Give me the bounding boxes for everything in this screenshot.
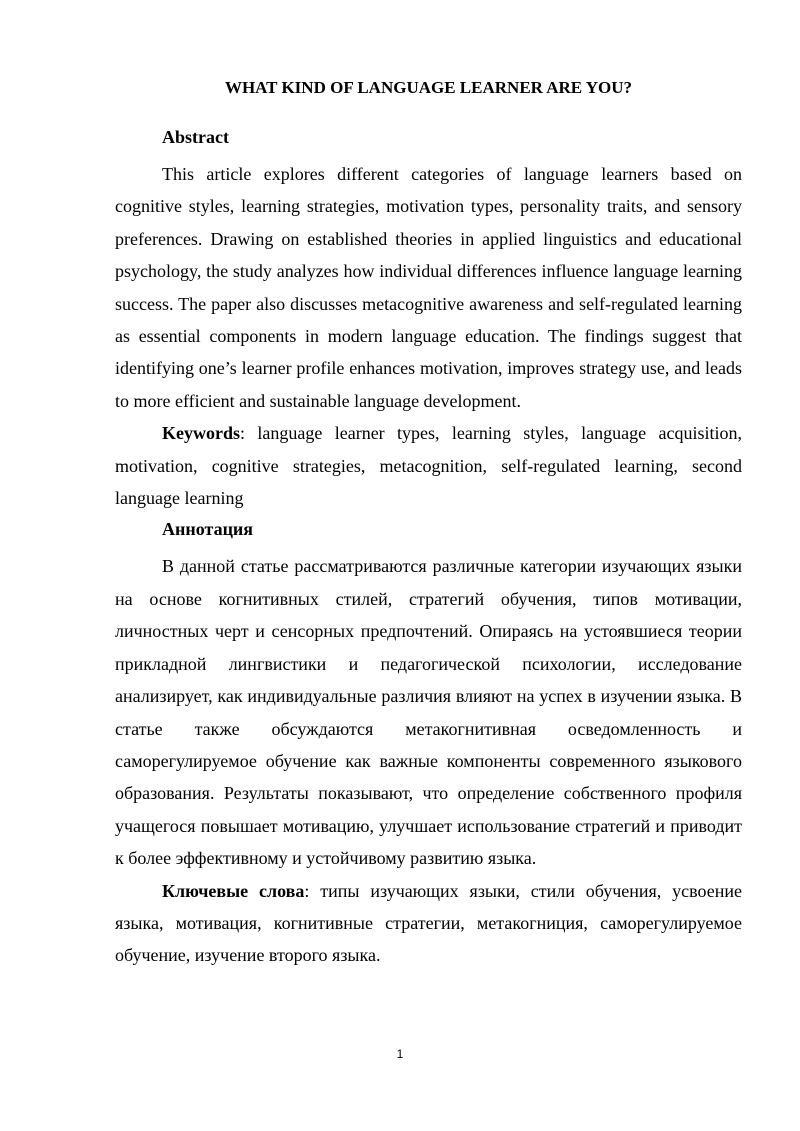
keywords-label: Keywords [162, 423, 240, 444]
abstract-heading: Abstract [162, 127, 229, 147]
keywords-ru-label: Ключевые слова [162, 880, 305, 901]
keywords-ru-paragraph [115, 875, 742, 972]
annotation-text: В данной статье рассматриваются различные категории изучающих языки на основе когнитивных стилей, стратегий обучения, типов мотивации, личностных черт и сенсорных предпочтений. Опираясь на устоявшиеся теории прикладной лингвистики и педагогической психологии, исследование анализирует, как индивидуальные различия влияют на успех в изучении языка. В статье также обсуждаются метакогнитивная осведомленность и саморегулируемое обучение как важные компоненты современного языкового образования. Результаты показывают, что определение собственного профиля учащегося повышает мотивацию, улучшает использование стратегий и приводит к более эффективному и устойчивому развитию языка. [115, 556, 742, 869]
keywords-text: : language learner types, learning styles, language acquisition, motivation, cognitive strategies, metacognition, self-regulated learning, second language learning [115, 423, 742, 509]
keywords-paragraph [115, 417, 742, 514]
annotation-heading: Аннотация [162, 519, 254, 540]
keywords-ru-text: : типы изучающих языки, стили обучения, усвоение языка, мотивация, когнитивные стратегии, метакогниция, саморегулируемое обучение, изучение второго языка. [115, 880, 742, 966]
article-title: WHAT KIND OF LANGUAGE LEARNER ARE YOU? [224, 78, 633, 97]
page-number: 1 [396, 1047, 404, 1061]
abstract-text: This article explores different categories of language learners based on cognitive styles, learning strategies, motivation types, personality traits, and sensory preferences. Drawing on established theories in applied linguistics and educational psychology, the study analyzes how individual differences influence language learning success. The paper also discusses metacognitive awareness and self-regulated learning as essential components in modern language education. The findings suggest that identifying one’s learner profile enhances motivation, improves strategy use, and leads to more efficient and sustainable language development. [115, 164, 742, 411]
